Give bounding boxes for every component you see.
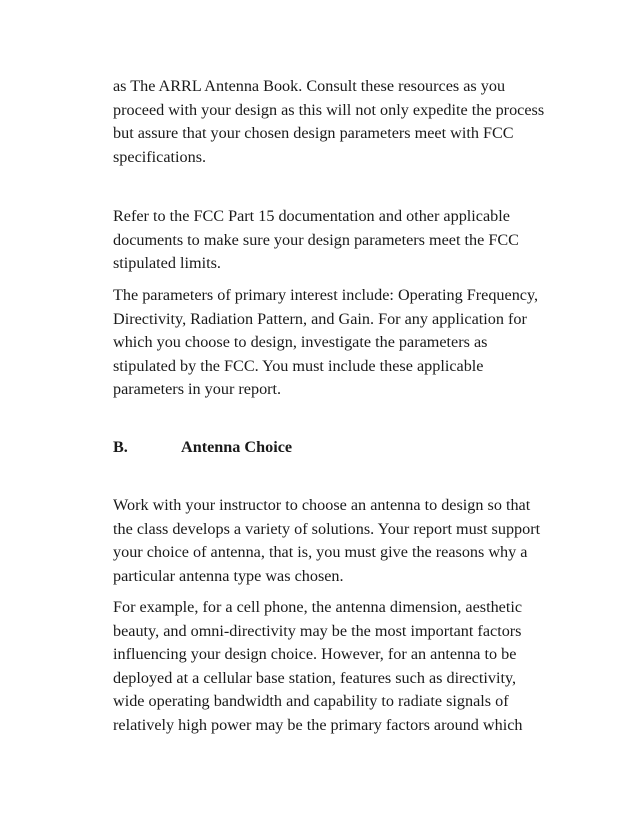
text-line: parameters in your report. [113, 380, 282, 398]
text-line: relatively high power may be the primary factors around which [113, 715, 523, 734]
paragraph-parameters [113, 284, 573, 402]
section-number: B. [113, 438, 128, 456]
section-heading [113, 436, 292, 460]
text-line: your choice of antenna, that is, you must give the reasons why a [113, 543, 528, 561]
text-line: Directivity, Radiation Pattern, and Gain. For any application for [113, 309, 527, 328]
text-line: deployed at a cellular base station, features such as directivity, [113, 668, 517, 687]
text-line: but assure that your chosen design parameters meet with FCC [113, 124, 514, 142]
section-title: Antenna Choice [181, 438, 293, 456]
text-line: stipulated by the FCC. You must include these applicable [113, 356, 484, 375]
text-line: stipulated limits. [113, 254, 221, 272]
paragraph-example [113, 596, 573, 737]
text-line: influencing your design choice. However, for an antenna to be [113, 645, 517, 663]
text-line: beauty, and omni-directivity may be the most important factors [113, 621, 522, 640]
text-line: proceed with your design as this will not only expedite the process [113, 100, 545, 119]
text-line: Work with your instructor to choose an antenna to design so that [113, 496, 531, 514]
text-line: The parameters of primary interest include: Operating Frequency, [113, 286, 539, 304]
text-line: wide operating bandwidth and capability to radiate signals of [113, 692, 509, 710]
paragraph-resources [113, 75, 573, 169]
paragraph-fcc-part15 [113, 205, 573, 276]
text-line: as The ARRL Antenna Book. Consult these resources as you [113, 77, 506, 95]
paragraph-antenna-choice [113, 494, 573, 588]
text-line: the class develops a variety of solutions. Your report must support [113, 519, 541, 538]
text-line: For example, for a cell phone, the antenna dimension, aesthetic [113, 598, 523, 616]
text-line: specifications. [113, 147, 207, 166]
text-line: particular antenna type was chosen. [113, 566, 344, 585]
text-line: which you choose to design, investigate the parameters as [113, 333, 488, 351]
text-line: Refer to the FCC Part 15 documentation and other applicable [113, 207, 510, 225]
text-line: documents to make sure your design parameters meet the FCC [113, 230, 519, 249]
